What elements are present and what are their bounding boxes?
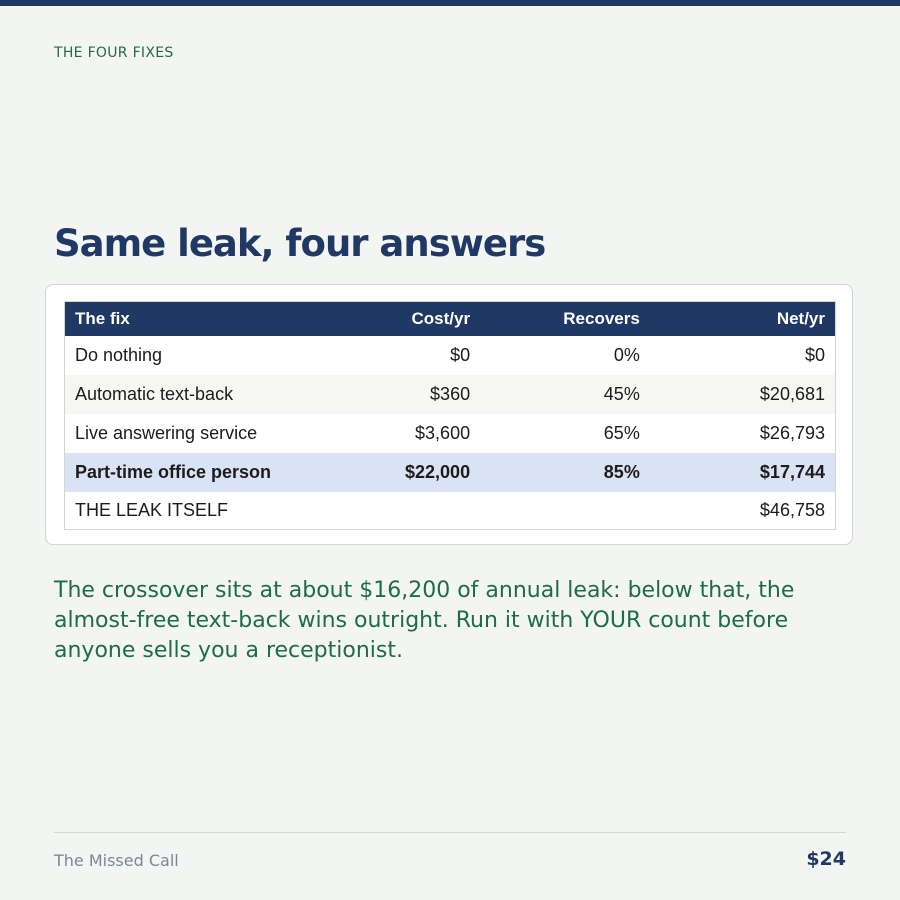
cell-cost: $3,600: [334, 414, 480, 453]
cell-recovers: [480, 492, 650, 530]
cell-recovers: 0%: [480, 336, 650, 375]
cell-net: $26,793: [650, 414, 836, 453]
table-row: [65, 414, 836, 453]
table-card: [45, 284, 853, 545]
footer-divider: [54, 832, 846, 833]
cell-fix: Automatic text-back: [65, 375, 335, 414]
footer-book-title: The Missed Call: [54, 851, 179, 870]
column-header-cost: Cost/yr: [334, 302, 480, 337]
cell-cost: $22,000: [334, 453, 480, 492]
cell-net: $46,758: [650, 492, 836, 530]
cell-recovers: 65%: [480, 414, 650, 453]
column-header-recovers: Recovers: [480, 302, 650, 337]
cell-fix: Live answering service: [65, 414, 335, 453]
cell-cost: [334, 492, 480, 530]
cell-fix: Part-time office person: [65, 453, 335, 492]
fixes-table: [64, 301, 836, 530]
column-header-fix: The fix: [65, 302, 335, 337]
top-accent-bar: [0, 0, 900, 6]
cell-net: $17,744: [650, 453, 836, 492]
cell-recovers: 85%: [480, 453, 650, 492]
table-row: [65, 375, 836, 414]
cell-net: $20,681: [650, 375, 836, 414]
cell-recovers: 45%: [480, 375, 650, 414]
cell-fix: Do nothing: [65, 336, 335, 375]
table-row: [65, 336, 836, 375]
footer-page-label: $24: [806, 848, 846, 870]
table-row-total: [65, 492, 836, 530]
table-header-row: [65, 302, 836, 337]
cell-cost: $360: [334, 375, 480, 414]
section-eyebrow: THE FOUR FIXES: [54, 45, 174, 61]
cell-cost: $0: [334, 336, 480, 375]
cell-fix: THE LEAK ITSELF: [65, 492, 335, 530]
cell-net: $0: [650, 336, 836, 375]
column-header-net: Net/yr: [650, 302, 836, 337]
page-title: Same leak, four answers: [54, 222, 546, 265]
takeaway-paragraph: The crossover sits at about $16,200 of annual leak: below that, the almost-free text-back wins outright. Run it with YOUR count before anyone sells you a receptionist.: [54, 578, 795, 663]
table-row-highlighted: [65, 453, 836, 492]
